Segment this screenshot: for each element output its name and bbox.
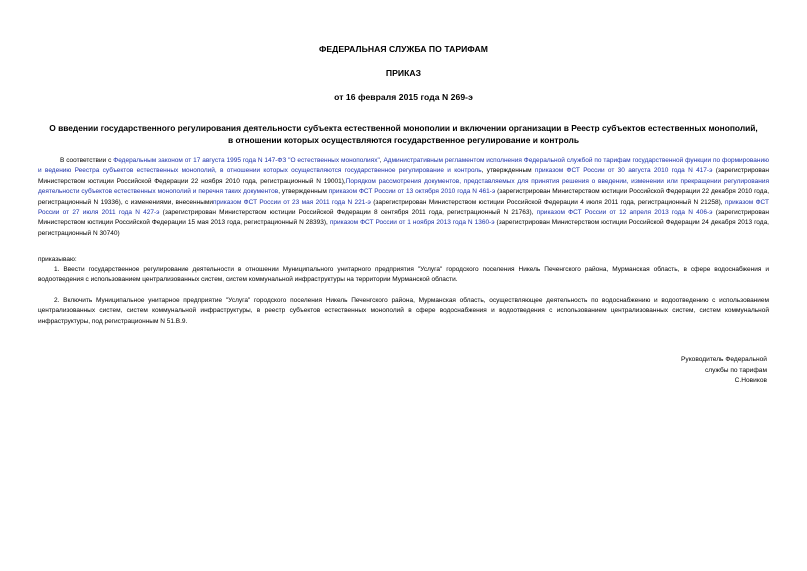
document-type-heading: ПРИКАЗ: [385, 68, 422, 78]
link-order-417[interactable]: приказом ФСТ России от 30 августа 2010 года N 417-э: [534, 167, 713, 175]
link-order-221[interactable]: приказом ФСТ России от 23 мая 2011 года N 221-э: [213, 198, 371, 206]
link-federal-law[interactable]: Федеральным законом от 17 августа 1995 года N 147-ФЗ "О естественных монополиях": [113, 157, 380, 164]
order-word: приказываю:: [38, 256, 77, 263]
date-number-heading: от 16 февраля 2015 года N 269-э: [334, 92, 473, 102]
preamble-paragraph: [38, 156, 769, 239]
preamble-text-7: (зарегистрирован Министерством юстиции Российской Федерации 4 июля 2011 года, регистрационный N 21258),: [370, 198, 725, 206]
preamble-text-9: (зарегистрирован Министерством юстиции Российской Федерации 15 мая 2013 года, регистрационный N 28393),: [38, 209, 770, 227]
link-admin-regulation[interactable]: Административным регламентом исполнения Федеральной службой по тарифам государственной функции по формированию и ведению Реестра субъектов естественных монополий, в отношении которых осуществляются государственное регулирование и контроль: [38, 157, 769, 175]
link-order-461[interactable]: приказом ФСТ России от 13 октября 2010 года N 461-э: [328, 188, 496, 196]
order-item-2: 2. Включить Муниципальное унитарное предприятие "Услуга" городского поселения Никель Печенгского района, Мурманская область, осуществляющее деятельность по водоснабжению и водоотведению с использованием централизованных систем, систем коммунальной инфраструктуры, в реестр субъектов естественных монополий в сфере водоснабжения и водоотведения с использованием централизованных систем, систем коммунальной инфраструктуры, под регистрационным N 51.В.9.: [38, 297, 769, 325]
agency-heading: ФЕДЕРАЛЬНАЯ СЛУЖБА ПО ТАРИФАМ: [319, 44, 488, 54]
preamble-text-10: (зарегистрирован Министерством юстиции Российской Федерации 24 декабря 2013 года, регистрационный N 30740): [38, 219, 769, 237]
signature-agency: службы по тарифам: [704, 366, 767, 374]
link-order-406[interactable]: приказом ФСТ России от 12 апреля 2013 года N 406-э: [536, 209, 713, 217]
link-order-1360[interactable]: приказом ФСТ России от 1 ноября 2013 года N 1360-э: [329, 219, 495, 227]
preamble-text-1: В соответствии с: [60, 157, 114, 164]
preamble-text-5: , утвержденным: [278, 188, 329, 196]
order-item-1: 1. Ввести государственное регулирование деятельности в отношении Муниципального унитарного предприятия "Услуга" городского поселения Никель Печенгского района, Мурманская область, в сфере водоснабжения и водоотведения с использованием централизованных систем, систем коммунальной инфраструктуры на территории Мурманской области.: [38, 266, 769, 284]
preamble-text-3: , утвержденным: [481, 167, 535, 175]
link-procedure[interactable]: Порядком рассмотрения документов, представляемых для принятия решения о введении, изменении или прекращении регулирования деятельности субъектов естественных монополий и перечня таких документов: [38, 177, 769, 196]
preamble-text-2: ,: [379, 157, 384, 164]
order-title: О введении государственного регулирования деятельности субъекта естественной монополии и включении организации в Реестр субъектов естественных монополий, в отношении которых осуществляются государственное регулирование и контроль: [49, 123, 758, 145]
link-order-427[interactable]: приказом ФСТ России от 27 июля 2011 года N 427-э: [38, 198, 769, 217]
signature-block: [681, 355, 767, 387]
preamble-text-8: (зарегистрирован Министерством юстиции Российской Федерации 8 сентября 2011 года, регистрационный N 21763),: [159, 209, 537, 217]
signature-position: Руководитель Федеральной: [681, 356, 767, 363]
signature-name: С.Новиков: [734, 377, 767, 384]
preamble-text-4: (зарегистрирован Министерством юстиции Российской Федерации 22 ноября 2010 года, регистрационный N 19001),: [38, 167, 769, 185]
preamble-text-6: (зарегистрирован Министерством юстиции Российской Федерации 22 декабря 2010 года, регистрационный N 19336), с изменениями, внесенными: [38, 188, 769, 206]
